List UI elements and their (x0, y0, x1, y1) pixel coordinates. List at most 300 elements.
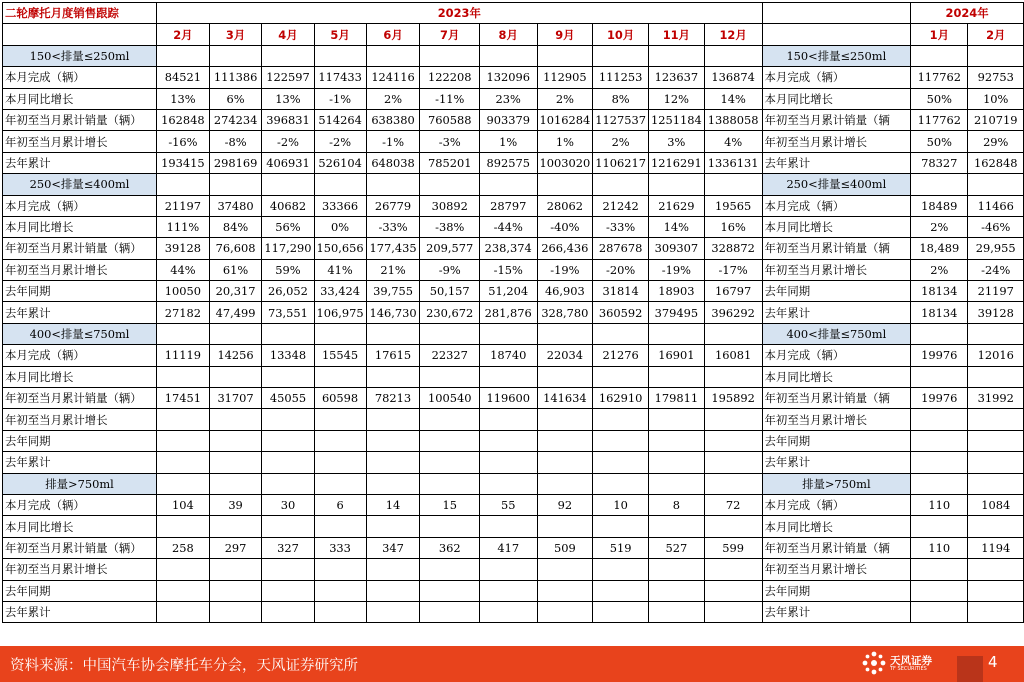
data-cell (968, 559, 1024, 580)
empty-cell (157, 473, 210, 494)
data-cell (968, 409, 1024, 430)
data-cell: 298169 (209, 152, 262, 173)
data-cell (648, 559, 704, 580)
empty-cell (209, 45, 262, 66)
row-label: 本月完成（辆） (3, 195, 157, 216)
data-cell: 146,730 (366, 302, 420, 323)
logo-subtext: TF SECURITIES (890, 666, 927, 672)
row-label-right: 本月完成（辆） (762, 345, 911, 366)
data-cell: 39128 (157, 238, 210, 259)
data-cell: 327 (262, 537, 314, 558)
data-cell: 29,955 (968, 238, 1024, 259)
data-cell (262, 601, 314, 622)
data-cell (648, 409, 704, 430)
data-cell: 47,499 (209, 302, 262, 323)
data-cell: 136874 (704, 67, 762, 88)
data-cell: 177,435 (366, 238, 420, 259)
data-cell: 110 (911, 494, 968, 515)
data-cell: -33% (366, 216, 420, 237)
data-cell (968, 601, 1024, 622)
data-cell (593, 516, 649, 537)
table-row (3, 452, 1024, 473)
data-cell: -2% (314, 131, 366, 152)
row-label-right: 本月完成（辆） (762, 494, 911, 515)
data-cell (704, 601, 762, 622)
empty-cell (593, 473, 649, 494)
data-cell: 18903 (648, 281, 704, 302)
month-header: 4月 (262, 24, 314, 45)
table-row (3, 537, 1024, 558)
empty-cell (366, 45, 420, 66)
row-label: 年初至当月累计增长 (3, 259, 157, 280)
data-cell: 406931 (262, 152, 314, 173)
data-cell (157, 601, 210, 622)
empty-cell (314, 473, 366, 494)
table-row (3, 494, 1024, 515)
table-row (3, 281, 1024, 302)
data-cell (648, 580, 704, 601)
empty-cell (157, 45, 210, 66)
table-row (3, 109, 1024, 130)
header-spacer (762, 24, 911, 45)
data-cell (262, 430, 314, 451)
data-cell: 117762 (911, 67, 968, 88)
empty-cell (911, 473, 968, 494)
data-cell: -16% (157, 131, 210, 152)
empty-cell (420, 473, 479, 494)
data-cell (593, 559, 649, 580)
data-cell: 26,052 (262, 281, 314, 302)
data-cell (911, 516, 968, 537)
empty-cell (209, 473, 262, 494)
data-cell: 8% (593, 88, 649, 109)
data-cell: 78213 (366, 388, 420, 409)
empty-cell (704, 323, 762, 344)
row-label-right: 本月完成（辆） (762, 67, 911, 88)
data-cell (911, 366, 968, 387)
data-cell: 509 (537, 537, 593, 558)
data-cell (366, 409, 420, 430)
data-cell (479, 580, 537, 601)
data-cell: -17% (704, 259, 762, 280)
data-cell: 519 (593, 537, 649, 558)
data-cell: -38% (420, 216, 479, 237)
data-cell (479, 601, 537, 622)
data-cell: 30892 (420, 195, 479, 216)
data-cell (648, 601, 704, 622)
data-cell: 117433 (314, 67, 366, 88)
data-cell: 1251184 (648, 109, 704, 130)
data-cell: 16081 (704, 345, 762, 366)
data-cell: 19565 (704, 195, 762, 216)
data-cell: 18489 (911, 195, 968, 216)
empty-cell (366, 323, 420, 344)
data-cell: 21276 (593, 345, 649, 366)
data-cell: 100540 (420, 388, 479, 409)
data-cell (704, 452, 762, 473)
data-cell: 328,780 (537, 302, 593, 323)
month-header: 12月 (704, 24, 762, 45)
section-title-right: 250<排量≤400ml (762, 174, 911, 195)
data-cell (479, 366, 537, 387)
data-cell: 8 (648, 494, 704, 515)
data-cell (911, 559, 968, 580)
data-cell: 45055 (262, 388, 314, 409)
data-cell (593, 430, 649, 451)
data-cell (209, 366, 262, 387)
data-cell (262, 366, 314, 387)
data-cell: 51,204 (479, 281, 537, 302)
data-cell (420, 452, 479, 473)
data-cell: 122208 (420, 67, 479, 88)
data-cell (537, 430, 593, 451)
data-cell (648, 366, 704, 387)
data-cell: -19% (648, 259, 704, 280)
table-row (3, 195, 1024, 216)
data-cell: 903379 (479, 109, 537, 130)
data-cell (262, 452, 314, 473)
data-cell (968, 366, 1024, 387)
empty-cell (537, 45, 593, 66)
data-cell (911, 601, 968, 622)
month-header: 3月 (209, 24, 262, 45)
row-label: 本月完成（辆） (3, 67, 157, 88)
month-header: 7月 (420, 24, 479, 45)
data-cell: 6% (209, 88, 262, 109)
data-cell (157, 559, 210, 580)
row-label: 本月同比增长 (3, 366, 157, 387)
logo-text: 天风证券 (890, 655, 932, 667)
empty-cell (911, 45, 968, 66)
data-cell: 309307 (648, 238, 704, 259)
data-cell: 274234 (209, 109, 262, 130)
table-row (3, 345, 1024, 366)
empty-cell (593, 174, 649, 195)
data-cell (537, 559, 593, 580)
data-cell (314, 452, 366, 473)
data-cell: -1% (366, 131, 420, 152)
empty-cell (537, 323, 593, 344)
data-cell: 50% (911, 131, 968, 152)
empty-cell (366, 174, 420, 195)
data-cell: 92 (537, 494, 593, 515)
data-cell (648, 516, 704, 537)
data-cell: 92753 (968, 67, 1024, 88)
data-cell: 417 (479, 537, 537, 558)
data-cell: 19976 (911, 388, 968, 409)
data-cell (537, 516, 593, 537)
table-row (3, 67, 1024, 88)
footer-bar (0, 646, 1024, 682)
data-cell: 1% (537, 131, 593, 152)
row-label: 年初至当月累计销量（辆） (3, 388, 157, 409)
row-label-right: 年初至当月累计增长 (762, 259, 911, 280)
row-label: 去年累计 (3, 452, 157, 473)
data-cell: 27182 (157, 302, 210, 323)
empty-cell (420, 323, 479, 344)
row-label-right: 去年累计 (762, 152, 911, 173)
data-cell (209, 559, 262, 580)
data-cell (593, 580, 649, 601)
empty-cell (314, 45, 366, 66)
data-cell (704, 559, 762, 580)
month-header: 11月 (648, 24, 704, 45)
data-cell (262, 559, 314, 580)
data-cell (314, 580, 366, 601)
data-cell: 11466 (968, 195, 1024, 216)
data-cell (157, 516, 210, 537)
data-cell: 760588 (420, 109, 479, 130)
data-cell (704, 516, 762, 537)
data-cell (314, 409, 366, 430)
empty-cell (968, 174, 1024, 195)
data-cell: -44% (479, 216, 537, 237)
data-cell: 15545 (314, 345, 366, 366)
data-cell (157, 366, 210, 387)
section-title-right: 排量>750ml (762, 473, 911, 494)
data-cell (704, 409, 762, 430)
row-label-right: 去年同期 (762, 580, 911, 601)
data-cell: -2% (262, 131, 314, 152)
month-header: 5月 (314, 24, 366, 45)
row-label: 本月同比增长 (3, 516, 157, 537)
data-cell: 527 (648, 537, 704, 558)
data-cell: 141634 (537, 388, 593, 409)
data-cell: 14% (704, 88, 762, 109)
data-cell (420, 516, 479, 537)
data-cell: 333 (314, 537, 366, 558)
data-cell (262, 516, 314, 537)
data-cell: 23% (479, 88, 537, 109)
data-cell: 17615 (366, 345, 420, 366)
data-cell (593, 366, 649, 387)
row-label-right: 年初至当月累计增长 (762, 409, 911, 430)
data-cell (314, 601, 366, 622)
row-label-right: 本月同比增长 (762, 88, 911, 109)
page-corner-block (957, 656, 983, 682)
empty-cell (479, 45, 537, 66)
data-cell: 28062 (537, 195, 593, 216)
data-cell: 33366 (314, 195, 366, 216)
data-cell: 119600 (479, 388, 537, 409)
row-label-right: 去年累计 (762, 302, 911, 323)
empty-cell (209, 174, 262, 195)
row-label: 去年累计 (3, 601, 157, 622)
data-cell (537, 601, 593, 622)
data-cell: 4% (704, 131, 762, 152)
data-cell (420, 430, 479, 451)
row-label: 本月同比增长 (3, 88, 157, 109)
table-row (3, 601, 1024, 622)
data-cell: 21242 (593, 195, 649, 216)
data-cell: 10050 (157, 281, 210, 302)
data-cell (479, 409, 537, 430)
data-cell: -8% (209, 131, 262, 152)
header-year-row (3, 3, 1024, 24)
data-cell: 1016284 (537, 109, 593, 130)
data-cell (537, 366, 593, 387)
data-cell: 599 (704, 537, 762, 558)
data-cell (968, 580, 1024, 601)
empty-cell (704, 45, 762, 66)
data-cell: 193415 (157, 152, 210, 173)
data-cell: 150,656 (314, 238, 366, 259)
data-cell: 396831 (262, 109, 314, 130)
data-cell (314, 366, 366, 387)
data-cell (157, 409, 210, 430)
row-label-right: 年初至当月累计增长 (762, 559, 911, 580)
row-label: 去年累计 (3, 152, 157, 173)
empty-cell (968, 323, 1024, 344)
row-label: 去年累计 (3, 302, 157, 323)
data-cell: 379495 (648, 302, 704, 323)
table-row (3, 88, 1024, 109)
data-cell (420, 409, 479, 430)
row-label-right: 年初至当月累计销量（辆 (762, 537, 911, 558)
data-cell: 72 (704, 494, 762, 515)
row-label: 去年同期 (3, 281, 157, 302)
data-cell: 785201 (420, 152, 479, 173)
data-cell: 111% (157, 216, 210, 237)
data-cell (537, 452, 593, 473)
data-cell: 46,903 (537, 281, 593, 302)
data-cell: 31707 (209, 388, 262, 409)
data-cell (209, 452, 262, 473)
data-cell (157, 452, 210, 473)
table-row (3, 516, 1024, 537)
month-header: 6月 (366, 24, 420, 45)
table-row (3, 152, 1024, 173)
data-cell: -46% (968, 216, 1024, 237)
empty-cell (911, 174, 968, 195)
table-row (3, 388, 1024, 409)
data-cell: 16% (704, 216, 762, 237)
data-cell: 526104 (314, 152, 366, 173)
data-cell: 1336131 (704, 152, 762, 173)
data-cell (420, 601, 479, 622)
row-label: 年初至当月累计增长 (3, 409, 157, 430)
data-cell: 18134 (911, 302, 968, 323)
data-cell (209, 409, 262, 430)
table-row (3, 259, 1024, 280)
data-cell: 22327 (420, 345, 479, 366)
data-cell: 2% (911, 259, 968, 280)
empty-cell (648, 45, 704, 66)
data-cell (593, 452, 649, 473)
data-cell: 55 (479, 494, 537, 515)
data-cell (209, 516, 262, 537)
month-header: 10月 (593, 24, 649, 45)
empty-cell (314, 323, 366, 344)
section-title-right: 400<排量≤750ml (762, 323, 911, 344)
data-cell: 41% (314, 259, 366, 280)
month-header: 2月 (968, 24, 1024, 45)
empty-cell (593, 323, 649, 344)
data-cell: 112905 (537, 67, 593, 88)
data-cell: 6 (314, 494, 366, 515)
data-cell (911, 409, 968, 430)
data-cell (262, 580, 314, 601)
data-cell: 60598 (314, 388, 366, 409)
data-cell: 281,876 (479, 302, 537, 323)
empty-cell (157, 174, 210, 195)
data-cell: 19976 (911, 345, 968, 366)
data-cell: 1388058 (704, 109, 762, 130)
table-row (3, 302, 1024, 323)
data-cell: 10% (968, 88, 1024, 109)
data-cell (479, 559, 537, 580)
data-cell: 31992 (968, 388, 1024, 409)
row-label-right: 去年累计 (762, 601, 911, 622)
data-cell: 50,157 (420, 281, 479, 302)
data-cell (314, 516, 366, 537)
data-cell: -15% (479, 259, 537, 280)
empty-cell (704, 473, 762, 494)
data-cell: 21197 (968, 281, 1024, 302)
empty-cell (968, 473, 1024, 494)
data-cell: -20% (593, 259, 649, 280)
row-label: 去年同期 (3, 430, 157, 451)
row-label-right: 本月同比增长 (762, 366, 911, 387)
empty-cell (420, 174, 479, 195)
row-label: 本月完成（辆） (3, 494, 157, 515)
empty-cell (420, 45, 479, 66)
data-cell: 111253 (593, 67, 649, 88)
data-cell (479, 516, 537, 537)
data-cell: 50% (911, 88, 968, 109)
row-label-right: 年初至当月累计销量（辆 (762, 109, 911, 130)
empty-cell (366, 473, 420, 494)
data-cell: 20,317 (209, 281, 262, 302)
section-title: 排量>750ml (3, 473, 157, 494)
row-label-right: 本月同比增长 (762, 216, 911, 237)
data-cell: 297 (209, 537, 262, 558)
data-cell: 44% (157, 259, 210, 280)
data-cell: 162910 (593, 388, 649, 409)
data-cell: 110 (911, 537, 968, 558)
data-cell: 40682 (262, 195, 314, 216)
data-cell: -40% (537, 216, 593, 237)
data-cell: 37480 (209, 195, 262, 216)
data-cell: 1194 (968, 537, 1024, 558)
row-label-right: 年初至当月累计销量（辆 (762, 238, 911, 259)
data-cell: 22034 (537, 345, 593, 366)
empty-cell (537, 473, 593, 494)
empty-cell (648, 174, 704, 195)
data-cell: 1084 (968, 494, 1024, 515)
data-cell (911, 452, 968, 473)
row-label-right: 去年累计 (762, 452, 911, 473)
section-title: 400<排量≤750ml (3, 323, 157, 344)
row-label: 本月完成（辆） (3, 345, 157, 366)
data-cell: 56% (262, 216, 314, 237)
data-cell: 21629 (648, 195, 704, 216)
data-cell (968, 430, 1024, 451)
empty-cell (209, 323, 262, 344)
month-header: 2月 (157, 24, 210, 45)
data-cell: -11% (420, 88, 479, 109)
header-month-row (3, 24, 1024, 45)
data-cell (157, 430, 210, 451)
section-header-row (3, 174, 1024, 195)
empty-cell (479, 174, 537, 195)
empty-cell (648, 323, 704, 344)
data-cell: 210719 (968, 109, 1024, 130)
section-header-row (3, 323, 1024, 344)
data-cell (479, 452, 537, 473)
data-cell: 18134 (911, 281, 968, 302)
data-cell: 10 (593, 494, 649, 515)
